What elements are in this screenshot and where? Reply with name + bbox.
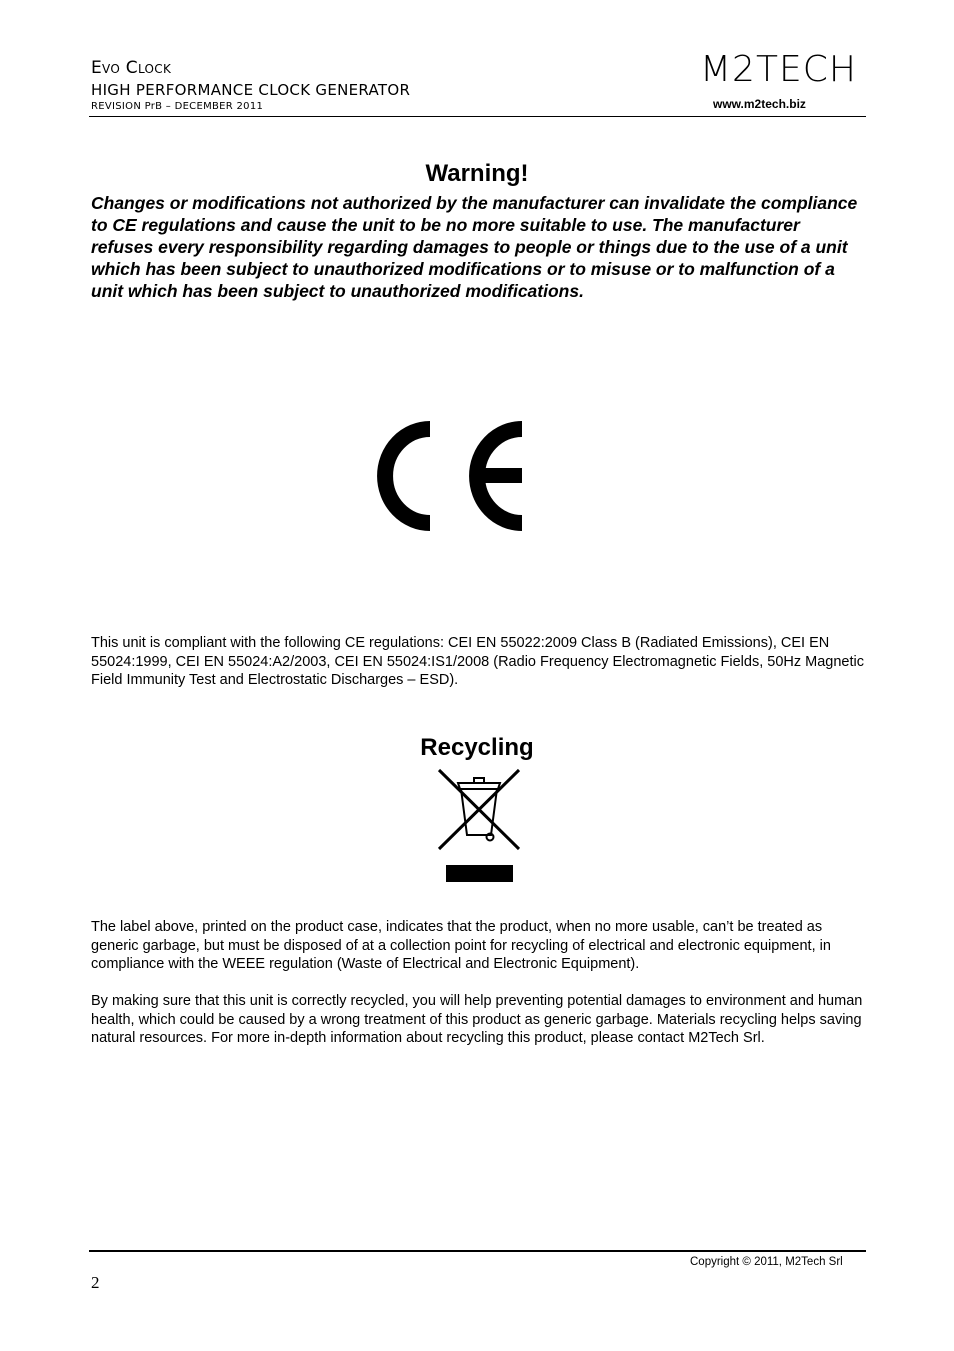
company-logo: M2TECH	[700, 49, 857, 90]
weee-crossed-bin-icon	[436, 765, 522, 853]
ce-mark-icon	[376, 420, 524, 532]
recycling-text-1: The label above, printed on the product case, indicates that the product, when no more usable, can’t be treated as generic garbage, but must be disposed of at a collection point for recycling of electrical and electronic equipment, in compliance with the WEEE regulation (Waste of Electrical and Electronic Equipment).	[91, 919, 831, 972]
recycling-text-2: By making sure that this unit is correctly recycled, you will help preventing potential damages to environment and human health, which could be caused by a wrong treatment of this product as generic garbage. Materials recycling helps saving natural resources. For more in-depth information about recycling this product, please contact M2Tech Srl.	[91, 993, 863, 1046]
footer-divider	[89, 1250, 866, 1252]
warning-text: Changes or modifications not authorized by the manufacturer can invalidate the compliance to CE regulations and cause the unit to be no more suitable to use. The manufacturer refuses every responsibility regarding damages to people or things due to the use of a unit which has been subject to unauthorized modifications or to misuse or to malfunction of a unit which has been subject to unauthorized modifications.	[91, 193, 858, 301]
page-number: 2	[91, 1273, 100, 1292]
weee-underline-bar	[446, 865, 513, 882]
website-link[interactable]: www.m2tech.biz	[713, 97, 806, 111]
document-title: Evo Clock	[91, 58, 172, 78]
document-subtitle: HIGH PERFORMANCE CLOCK GENERATOR	[91, 81, 411, 99]
copyright-notice: Copyright © 2011, M2Tech Srl	[690, 1256, 843, 1268]
recycling-heading: Recycling	[420, 734, 534, 761]
ce-compliance-text: This unit is compliant with the following CE regulations: CEI EN 55022:2009 Class B (Radiated Emissions), CEI EN 55024:1999, CEI EN 55024:A2/2003, CEI EN 55024:IS1/2008 (Radio Frequency Electromagnetic Fields, 50Hz Magnetic Field Immunity Test and Electrostatic Discharges – ESD).	[91, 635, 864, 688]
revision-label: REVISION PrB – DECEMBER 2011	[91, 101, 264, 112]
warning-heading: Warning!	[425, 160, 529, 187]
header-divider	[89, 116, 866, 117]
